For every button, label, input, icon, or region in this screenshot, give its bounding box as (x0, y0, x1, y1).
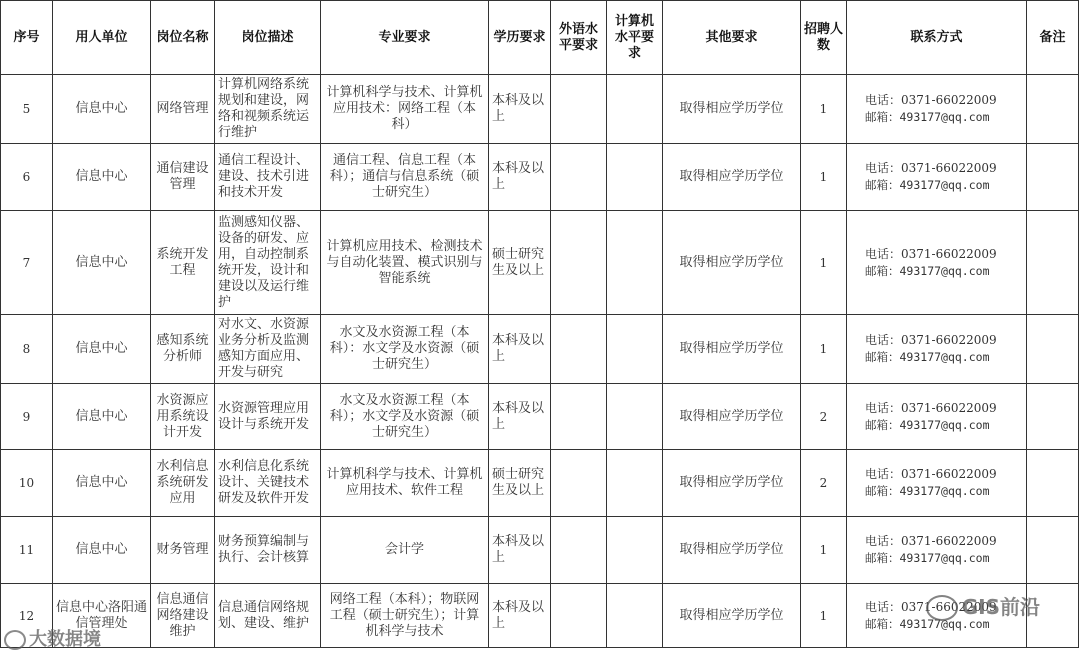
header-edu: 学历要求 (489, 1, 551, 75)
cell-contact (847, 517, 1027, 584)
cell-other: 取得相应学历学位 (663, 144, 801, 211)
cell-note (1027, 211, 1079, 315)
contact-email: 邮箱：493177@qq.com (865, 350, 990, 364)
cell-foreign (551, 315, 607, 384)
cell-note (1027, 75, 1079, 144)
cell-edu: 本科及以上 (489, 315, 551, 384)
header-row (1, 1, 1079, 75)
cell-desc: 对水文、水资源业务分析及监测感知方面应用、开发与研究 (215, 315, 321, 384)
cell-count: 1 (801, 144, 847, 211)
header-contact: 联系方式 (847, 1, 1027, 75)
cell-computer (607, 450, 663, 517)
header-post: 岗位名称 (151, 1, 215, 75)
cell-desc: 水利信息化系统设计、关键技术研发及软件开发 (215, 450, 321, 517)
cell-foreign (551, 584, 607, 648)
contact-email: 邮箱：493177@qq.com (865, 417, 990, 432)
contact-phone: 电话：0371-66022009 (865, 534, 997, 548)
cell-edu: 本科及以上 (489, 75, 551, 144)
table-row (1, 315, 1079, 384)
cell-computer (607, 584, 663, 648)
header-foreign: 外语水平要求 (551, 1, 607, 75)
cell-note (1027, 384, 1079, 450)
cell-post: 网络管理 (151, 75, 215, 144)
header-count: 招聘人数 (801, 1, 847, 75)
cell-desc: 水资源管理应用设计与系统开发 (215, 384, 321, 450)
wechat-icon (926, 595, 958, 621)
cell-edu: 本科及以上 (489, 144, 551, 211)
cell-count: 1 (801, 211, 847, 315)
cell-seq: 6 (1, 144, 53, 211)
cell-desc: 财务预算编制与执行、会计核算 (215, 517, 321, 584)
cell-major: 会计学 (321, 517, 489, 584)
cell-computer (607, 75, 663, 144)
cell-edu: 硕士研究生及以上 (489, 450, 551, 517)
cell-major: 计算机科学与技术、计算机应用技术、软件工程 (321, 450, 489, 517)
cell-edu: 硕士研究生及以上 (489, 211, 551, 315)
cell-other: 取得相应学历学位 (663, 450, 801, 517)
cell-post: 水利信息系统研发应用 (151, 450, 215, 517)
cell-count: 2 (801, 384, 847, 450)
table-row (1, 584, 1079, 648)
cell-edu: 本科及以上 (489, 517, 551, 584)
table-row (1, 211, 1079, 315)
cell-desc: 监测感知仪器、设备的研发、应用，自动控制系统开发，设计和建设以及运行维护 (215, 211, 321, 315)
cell-unit: 信息中心 (53, 384, 151, 450)
header-note: 备注 (1027, 1, 1079, 75)
cell-unit: 信息中心洛阳通信管理处 (53, 584, 151, 648)
cell-major: 计算机科学与技术、计算机应用技术：网络工程（本科） (321, 75, 489, 144)
cell-other: 取得相应学历学位 (663, 211, 801, 315)
table-row (1, 517, 1079, 584)
cell-desc: 通信工程设计、建设、技术引进和技术开发 (215, 144, 321, 211)
contact-email: 邮箱：493177@qq.com (865, 110, 990, 124)
cell-unit: 信息中心 (53, 517, 151, 584)
cell-seq: 10 (1, 450, 53, 517)
cell-seq: 8 (1, 315, 53, 384)
cell-edu: 本科及以上 (489, 384, 551, 450)
cell-major: 水文及水资源工程（本科）：水文学及水资源（硕士研究生） (321, 315, 489, 384)
contact-phone: 电话：0371-66022009 (865, 599, 997, 614)
table-row (1, 450, 1079, 517)
cell-note (1027, 315, 1079, 384)
cell-count: 2 (801, 450, 847, 517)
cell-computer (607, 384, 663, 450)
cell-note (1027, 517, 1079, 584)
watermark-left-text: 大数据境 (29, 629, 101, 650)
cell-computer (607, 211, 663, 315)
contact-email: 邮箱：493177@qq.com (865, 263, 990, 278)
cell-foreign (551, 384, 607, 450)
cell-major: 通信工程、信息工程（本科）；通信与信息系统（硕士研究生） (321, 144, 489, 211)
cell-count: 1 (801, 315, 847, 384)
header-desc: 岗位描述 (215, 1, 321, 75)
cell-contact (847, 75, 1027, 144)
weibo-icon (4, 630, 26, 650)
cell-computer (607, 517, 663, 584)
cell-post: 财务管理 (151, 517, 215, 584)
header-seq: 序号 (1, 1, 53, 75)
cell-contact (847, 315, 1027, 384)
cell-foreign (551, 75, 607, 144)
cell-unit: 信息中心 (53, 315, 151, 384)
cell-foreign (551, 517, 607, 584)
cell-count: 1 (801, 75, 847, 144)
cell-seq: 5 (1, 75, 53, 144)
contact-phone: 电话：0371-66022009 (865, 467, 997, 481)
cell-foreign (551, 211, 607, 315)
header-other: 其他要求 (663, 1, 801, 75)
cell-post: 感知系统分析师 (151, 315, 215, 384)
cell-seq: 9 (1, 384, 53, 450)
cell-desc: 信息通信网络规划、建设、维护 (215, 584, 321, 648)
header-unit: 用人单位 (53, 1, 151, 75)
cell-contact (847, 450, 1027, 517)
watermark-left (4, 625, 101, 651)
contact-phone: 电话：0371-66022009 (865, 246, 997, 261)
table-row (1, 75, 1079, 144)
cell-contact (847, 144, 1027, 211)
cell-post: 水资源应用系统设计开发 (151, 384, 215, 450)
cell-major: 网络工程（本科）；物联网工程（硕士研究生）；计算机科学与技术 (321, 584, 489, 648)
cell-foreign (551, 144, 607, 211)
header-major: 专业要求 (321, 1, 489, 75)
cell-other: 取得相应学历学位 (663, 584, 801, 648)
cell-seq: 12 (1, 584, 53, 648)
table-row (1, 384, 1079, 450)
contact-email: 邮箱：493177@qq.com (865, 484, 990, 498)
cell-unit: 信息中心 (53, 211, 151, 315)
cell-other: 取得相应学历学位 (663, 517, 801, 584)
header-computer: 计算机水平要求 (607, 1, 663, 75)
contact-phone: 电话：0371-66022009 (865, 161, 997, 175)
cell-post: 信息通信网络建设维护 (151, 584, 215, 648)
cell-contact (847, 384, 1027, 450)
cell-seq: 7 (1, 211, 53, 315)
watermark-right (926, 591, 1040, 622)
cell-note (1027, 144, 1079, 211)
cell-count: 1 (801, 517, 847, 584)
watermark-right-text: GIS前沿 (961, 594, 1040, 619)
cell-post: 通信建设管理 (151, 144, 215, 211)
contact-phone: 电话：0371-66022009 (865, 93, 997, 107)
contact-email: 邮箱：493177@qq.com (865, 551, 990, 565)
cell-unit: 信息中心 (53, 75, 151, 144)
cell-major: 计算机应用技术、检测技术与自动化装置、模式识别与智能系统 (321, 211, 489, 315)
cell-other: 取得相应学历学位 (663, 384, 801, 450)
contact-email: 邮箱：493177@qq.com (865, 616, 990, 631)
contact-phone: 电话：0371-66022009 (865, 333, 997, 347)
cell-note (1027, 450, 1079, 517)
cell-foreign (551, 450, 607, 517)
cell-edu: 本科及以上 (489, 584, 551, 648)
contact-phone: 电话：0371-66022009 (865, 400, 997, 415)
cell-seq: 11 (1, 517, 53, 584)
contact-email: 邮箱：493177@qq.com (865, 178, 990, 192)
cell-other: 取得相应学历学位 (663, 75, 801, 144)
table-row (1, 144, 1079, 211)
cell-computer (607, 315, 663, 384)
cell-count: 1 (801, 584, 847, 648)
cell-unit: 信息中心 (53, 450, 151, 517)
cell-computer (607, 144, 663, 211)
cell-contact (847, 211, 1027, 315)
cell-major: 水文及水资源工程（本科）；水文学及水资源（硕士研究生） (321, 384, 489, 450)
cell-unit: 信息中心 (53, 144, 151, 211)
cell-other: 取得相应学历学位 (663, 315, 801, 384)
cell-post: 系统开发工程 (151, 211, 215, 315)
cell-desc: 计算机网络系统规划和建设，网络和视频系统运行维护 (215, 75, 321, 144)
